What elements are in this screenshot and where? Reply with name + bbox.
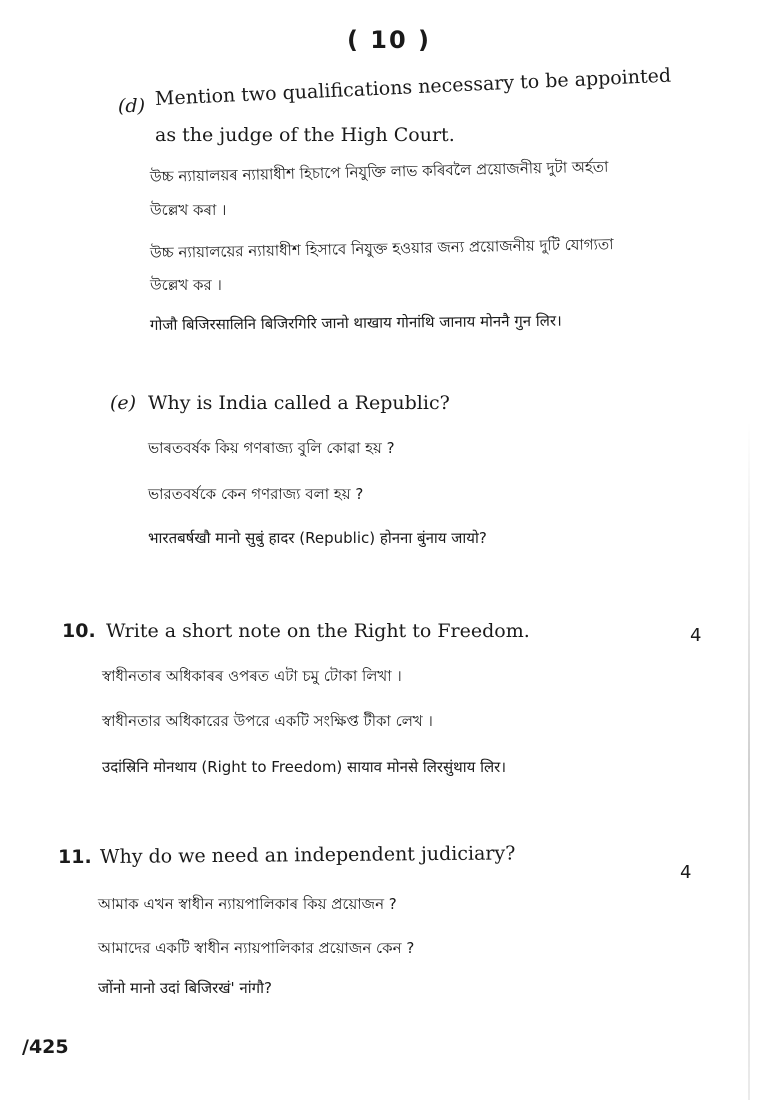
bengali-text: ভারতবর্ষকে কেন গণরাজ্য বলা হয় ?	[148, 485, 364, 503]
assamese-text: ভাৰতবৰ্ষক কিয় গণৰাজ্য বুলি কোৱা হয় ?	[148, 439, 395, 457]
page-number: ( 10 )	[346, 26, 432, 54]
bodo-text: भारतबर्षखौ मानो सुबुं हादर (Republic) होनना बुंनाय जायो?	[148, 529, 487, 547]
marks-label: 4	[680, 862, 692, 883]
bodo-text: उदांस्रिनि मोनथाय (Right to Freedom) सायाव मोनसे लिरसुंथाय लिर।	[102, 758, 506, 776]
bengali-text: স্বাধীনতার অধিকারের উপরে একটি সংক্ষিপ্ত টীকা লেখ ।	[102, 712, 433, 730]
english-text: Why do we need an independent judiciary?	[99, 842, 516, 868]
bengali-text: উচ্চ ন্যায়ালয়ের ন্যায়াধীশ হিসাবে নিযুক্ত হওয়ার জন্য প্রয়োজনীয় দুটি যোগ্যতা	[149, 235, 614, 262]
bengali-text: উল্লেখ কর ।	[150, 276, 222, 294]
bengali-text: আমাদের একটি স্বাধীন ন্যায়পালিকার প্রয়োজন কেন ?	[98, 939, 415, 957]
question-label: (e)	[110, 392, 137, 414]
assamese-text: আমাক এখন স্বাধীন ন্যায়পালিকাৰ কিয় প্ৰয়োজন ?	[98, 895, 397, 913]
english-text: Why is India called a Republic?	[148, 392, 450, 414]
english-text: Mention two qualifications necessary to be appointed	[154, 64, 672, 110]
bodo-text: गोजौ बिजिरसालिनि बिजिरगिरि जानो थाखाय गोनांथि जानाय मोननै गुन लिर।	[149, 311, 562, 334]
question-number: 10.	[62, 620, 96, 642]
english-text: as the judge of the High Court.	[155, 124, 455, 146]
bodo-text: जोंनो मानो उदां बिजिरखं' नांगौ?	[98, 979, 272, 997]
question-number: 11.	[58, 846, 92, 868]
paper-code: /425	[22, 1036, 69, 1058]
assamese-text: উচ্চ ন্যায়ালয়ৰ ন্যায়াধীশ হিচাপে নিযুক্তি লাভ কৰিবলৈ প্ৰয়োজনীয় দুটা অৰ্হতা	[149, 157, 609, 186]
marks-label: 4	[690, 625, 702, 646]
scan-edge-shadow	[748, 420, 750, 1100]
question-label: (d)	[118, 95, 145, 117]
english-text: Write a short note on the Right to Freedom.	[106, 620, 530, 642]
assamese-text: উল্লেখ কৰা ।	[150, 201, 227, 219]
assamese-text: স্বাধীনতাৰ অধিকাৰৰ ওপৰত এটা চমু টোকা লিখা ।	[102, 667, 402, 685]
